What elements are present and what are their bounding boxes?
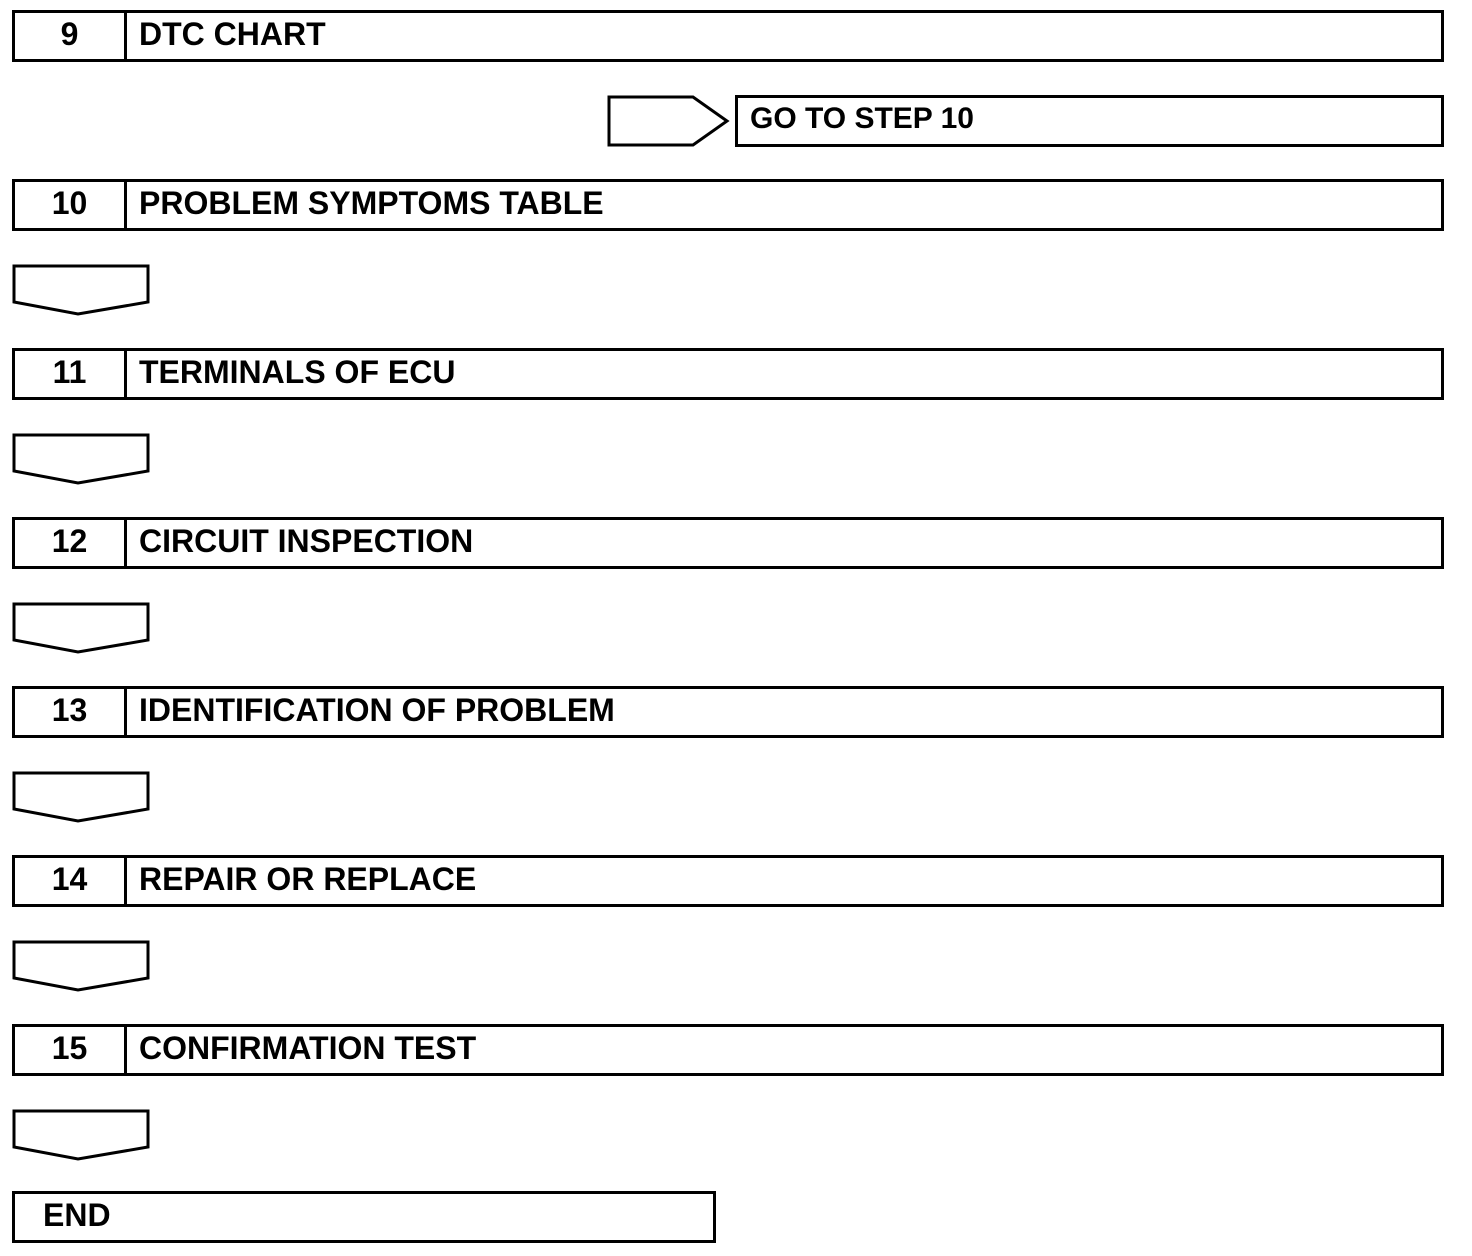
step-number: 12: [15, 520, 127, 566]
step-number: 10: [15, 182, 127, 228]
step-number: 13: [15, 689, 127, 735]
step-title: CIRCUIT INSPECTION: [139, 522, 474, 559]
end-box: END: [12, 1191, 716, 1243]
step-number: 9: [15, 13, 127, 59]
right-arrow-icon: [607, 95, 731, 147]
down-arrow-icon: [12, 940, 150, 992]
step-13-box: [12, 686, 1444, 738]
step-title: TERMINALS OF ECU: [139, 353, 456, 390]
down-arrow-icon: [12, 602, 150, 654]
down-arrow-icon: [12, 1109, 150, 1161]
step-title: REPAIR OR REPLACE: [139, 860, 477, 897]
step-number: 15: [15, 1027, 127, 1073]
down-arrow-icon: [12, 433, 150, 485]
step-12-box: [12, 517, 1444, 569]
step-9-box: [12, 10, 1444, 62]
step-15-box: [12, 1024, 1444, 1076]
step-10-box: [12, 179, 1444, 231]
step-title: IDENTIFICATION OF PROBLEM: [139, 691, 615, 728]
step-title: CONFIRMATION TEST: [139, 1029, 477, 1066]
step-number: 14: [15, 858, 127, 904]
down-arrow-icon: [12, 264, 150, 316]
step-title: DTC CHART: [139, 15, 326, 52]
step-title: PROBLEM SYMPTOMS TABLE: [139, 184, 604, 221]
go-to-step-box: GO TO STEP 10: [735, 95, 1444, 147]
step-number: 11: [15, 351, 127, 397]
step-11-box: [12, 348, 1444, 400]
down-arrow-icon: [12, 771, 150, 823]
step-14-box: [12, 855, 1444, 907]
